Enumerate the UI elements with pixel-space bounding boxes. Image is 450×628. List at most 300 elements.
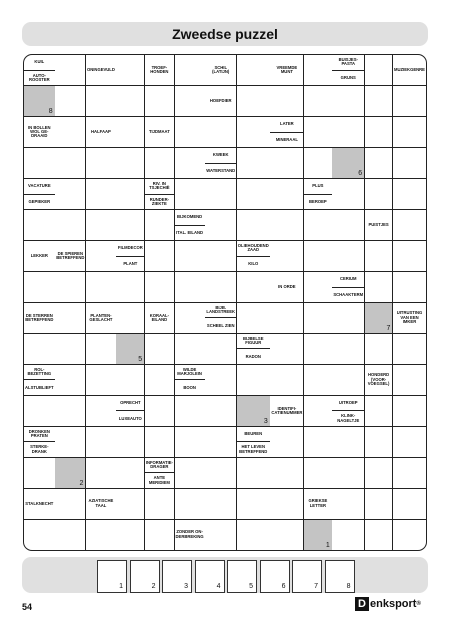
clue-cell (24, 179, 55, 209)
solution-box-number: 7 (314, 583, 318, 590)
answer-cell[interactable] (332, 489, 364, 519)
answer-cell[interactable] (393, 396, 426, 426)
clue-cell (237, 427, 270, 457)
clue-text: BUISJES-PASTA (338, 56, 358, 67)
answer-cell[interactable] (86, 241, 116, 271)
solution-box-number: 8 (346, 583, 351, 590)
clue-cell (86, 489, 116, 519)
answer-cell[interactable] (205, 365, 236, 395)
answer-cell[interactable] (205, 334, 236, 364)
answer-cell[interactable] (393, 210, 426, 240)
answer-cell[interactable] (237, 489, 270, 519)
clue-text: BEUREN (244, 430, 263, 436)
clue-text: LEKKER (30, 252, 48, 258)
clue-text: KWEEK (212, 152, 229, 158)
clue-text: BIJB. LANDSTREEK (206, 304, 236, 315)
clue-text: RUNDER-ZIEKTE (145, 194, 174, 210)
answer-cell[interactable] (332, 303, 364, 333)
answer-cell[interactable] (24, 210, 55, 240)
answer-cell[interactable] (270, 458, 303, 488)
solution-box[interactable] (97, 560, 127, 593)
shaded-answer-cell[interactable] (365, 303, 393, 333)
answer-cell[interactable] (205, 396, 236, 426)
solution-box[interactable] (195, 560, 225, 593)
answer-cell[interactable] (175, 241, 205, 271)
answer-cell[interactable] (175, 55, 205, 85)
clue-cell (332, 396, 364, 426)
answer-cell[interactable] (86, 520, 116, 550)
answer-cell[interactable] (175, 427, 205, 457)
answer-cell[interactable] (270, 241, 303, 271)
answer-cell[interactable] (270, 365, 303, 395)
clue-text: DE STERREN BETREFFEND (25, 312, 54, 322)
clue-cell (24, 303, 55, 333)
clue-text: PLUS (312, 183, 324, 189)
clue-cell (145, 117, 174, 147)
clue-text: FILMDECOR (117, 244, 143, 250)
solution-letter-number: 5 (138, 355, 143, 363)
answer-cell[interactable] (116, 179, 144, 209)
clue-cell (24, 241, 55, 271)
clue-cell (205, 148, 236, 178)
clue-text: BEROEP (304, 194, 332, 210)
clue-text: LATER (280, 121, 294, 127)
answer-cell[interactable] (304, 272, 332, 302)
answer-cell[interactable] (270, 520, 303, 550)
answer-cell[interactable] (175, 179, 205, 209)
clue-text: LUXEAUTO (116, 410, 144, 426)
clue-cell (145, 303, 174, 333)
answer-cell[interactable] (304, 86, 332, 116)
solution-box[interactable] (292, 560, 322, 593)
answer-cell[interactable] (393, 179, 426, 209)
solution-box[interactable] (260, 560, 290, 593)
clue-text: IN BOLLEN WOL GE-DRAAID (28, 124, 51, 139)
answer-cell[interactable] (365, 458, 393, 488)
clue-text: IDENTIFI-CATIENUMMER (271, 405, 303, 415)
answer-cell[interactable] (393, 334, 426, 364)
answer-cell[interactable] (24, 396, 55, 426)
clue-cell (205, 303, 236, 333)
answer-cell[interactable] (393, 272, 426, 302)
solution-box[interactable] (325, 560, 355, 593)
clue-text: HOEFDIER (209, 97, 232, 103)
clue-text: STERKE-DRANK (24, 441, 55, 457)
answer-cell[interactable] (270, 210, 303, 240)
clue-text: GRIEKSE LETTER (308, 498, 328, 508)
clue-text: PUISTJES (368, 221, 389, 227)
answer-cell[interactable] (332, 334, 364, 364)
clue-text: HET LEVEN BETREFFEND (237, 441, 270, 457)
answer-cell[interactable] (55, 396, 85, 426)
answer-cell[interactable] (175, 458, 205, 488)
answer-cell[interactable] (24, 520, 55, 550)
answer-cell[interactable] (393, 458, 426, 488)
shaded-answer-cell[interactable] (332, 148, 364, 178)
solution-letter-number: 8 (48, 108, 53, 115)
answer-cell[interactable] (205, 427, 236, 457)
clue-cell (24, 117, 55, 147)
answer-cell[interactable] (55, 55, 85, 85)
answer-cell[interactable] (116, 210, 144, 240)
clue-text: ZONDER ON-DERBREKING (175, 529, 204, 539)
clue-cell (205, 86, 236, 116)
answer-cell[interactable] (145, 489, 174, 519)
answer-cell[interactable] (365, 86, 393, 116)
clue-cell (332, 55, 364, 85)
clue-text: TIJDMAAT (148, 128, 170, 134)
clue-text: TROEF-HONDEN (150, 64, 169, 75)
clue-cell (86, 117, 116, 147)
solution-box-number: 2 (151, 583, 156, 590)
clue-text: OPRECHT (120, 399, 141, 405)
clue-text: KORAAL-EILAND (149, 312, 170, 322)
answer-cell[interactable] (393, 427, 426, 457)
shaded-answer-cell[interactable] (116, 334, 144, 364)
answer-cell[interactable] (24, 148, 55, 178)
clue-text: SCHEEL ZIEN (205, 317, 236, 333)
answer-cell[interactable] (145, 86, 174, 116)
answer-cell[interactable] (55, 427, 85, 457)
answer-cell[interactable] (175, 86, 205, 116)
answer-cell[interactable] (116, 272, 144, 302)
answer-cell[interactable] (24, 334, 55, 364)
brand-logo (355, 597, 421, 611)
clue-text: INFORMATIE-DRAGER (145, 459, 173, 469)
answer-cell[interactable] (332, 458, 364, 488)
clue-cell (270, 272, 303, 302)
answer-cell[interactable] (145, 396, 174, 426)
clue-text: DE SPIEREN BETREFFEND (56, 250, 85, 261)
clue-cell (24, 427, 55, 457)
answer-cell[interactable] (86, 179, 116, 209)
answer-cell[interactable] (55, 179, 85, 209)
clue-text: PLANT (116, 256, 144, 272)
answer-cell[interactable] (86, 272, 116, 302)
shaded-answer-cell[interactable] (55, 458, 85, 488)
answer-cell[interactable] (55, 520, 85, 550)
answer-cell[interactable] (393, 520, 426, 550)
clue-text: KILO (237, 256, 270, 272)
clue-cell (24, 55, 55, 85)
answer-cell[interactable] (365, 117, 393, 147)
answer-cell[interactable] (145, 210, 174, 240)
answer-cell[interactable] (116, 55, 144, 85)
answer-cell[interactable] (332, 86, 364, 116)
clue-cell (24, 489, 55, 519)
clue-text: KUIL (34, 59, 45, 65)
solution-letter-number: 6 (358, 169, 363, 177)
answer-cell[interactable] (205, 520, 236, 550)
answer-cell[interactable] (175, 334, 205, 364)
clue-text: RIV. IN TSJECHIË (149, 180, 170, 191)
answer-cell[interactable] (304, 458, 332, 488)
clue-cell (145, 55, 174, 85)
clue-cell (304, 179, 332, 209)
clue-text: DRONKEN PRATEN (28, 428, 50, 439)
puzzle-title-bar (22, 22, 428, 46)
brand-name: enksport (370, 598, 417, 610)
answer-cell[interactable] (365, 272, 393, 302)
solution-letter-number: 7 (386, 324, 391, 332)
answer-cell[interactable] (393, 148, 426, 178)
clue-text: RADON (237, 348, 270, 364)
clue-text: IN ORDE (278, 283, 296, 289)
clue-cell (365, 210, 393, 240)
clue-text: GRUNS (332, 70, 364, 86)
answer-cell[interactable] (116, 458, 144, 488)
solution-box-number: 6 (281, 583, 286, 590)
answer-cell[interactable] (86, 86, 116, 116)
answer-cell[interactable] (304, 396, 332, 426)
solution-box-number: 3 (184, 583, 188, 590)
answer-cell[interactable] (393, 241, 426, 271)
answer-cell[interactable] (86, 365, 116, 395)
answer-cell[interactable] (55, 303, 85, 333)
clue-cell (55, 241, 85, 271)
answer-cell[interactable] (237, 86, 270, 116)
answer-cell[interactable] (365, 489, 393, 519)
answer-cell[interactable] (205, 210, 236, 240)
answer-cell[interactable] (116, 365, 144, 395)
clue-text: BOON (175, 379, 205, 395)
clue-cell (237, 334, 270, 364)
answer-cell[interactable] (365, 334, 393, 364)
answer-cell[interactable] (24, 272, 55, 302)
clue-text: ANTE MERIDIEM (145, 472, 174, 488)
clue-text: WATERSTAND (205, 163, 236, 179)
puzzle-title: Zweedse puzzel (172, 26, 278, 42)
answer-cell[interactable] (393, 489, 426, 519)
answer-cell[interactable] (116, 520, 144, 550)
answer-cell[interactable] (237, 210, 270, 240)
solution-box-number: 4 (216, 583, 221, 590)
clue-cell (145, 458, 174, 488)
clue-text: VACATURE (27, 183, 51, 189)
answer-cell[interactable] (270, 86, 303, 116)
answer-cell[interactable] (365, 427, 393, 457)
page-number: 54 (22, 602, 33, 612)
clue-text: KLINK-NAGELTJE (332, 410, 364, 426)
shaded-answer-cell[interactable] (24, 86, 55, 116)
answer-cell[interactable] (237, 272, 270, 302)
answer-cell[interactable] (86, 458, 116, 488)
answer-cell[interactable] (24, 458, 55, 488)
answer-cell[interactable] (304, 117, 332, 147)
answer-cell[interactable] (86, 334, 116, 364)
answer-cell[interactable] (145, 427, 174, 457)
clue-text: GEPIEKER (24, 194, 55, 210)
clue-text: SCHIL (LATIJN) (212, 64, 230, 75)
solution-box-number: 5 (249, 583, 253, 590)
answer-cell[interactable] (304, 365, 332, 395)
solution-letter-number: 1 (325, 541, 330, 549)
answer-cell[interactable] (55, 86, 85, 116)
answer-cell[interactable] (205, 117, 236, 147)
answer-cell[interactable] (304, 55, 332, 85)
clue-cell (86, 303, 116, 333)
answer-cell[interactable] (175, 303, 205, 333)
clue-cell (270, 396, 303, 426)
answer-cell[interactable] (393, 117, 426, 147)
solution-box[interactable] (162, 560, 192, 593)
answer-cell[interactable] (304, 210, 332, 240)
clue-cell (116, 396, 144, 426)
answer-cell[interactable] (270, 334, 303, 364)
clue-text: MINERAAL (270, 132, 303, 148)
clue-cell (365, 365, 393, 395)
answer-cell[interactable] (175, 148, 205, 178)
answer-cell[interactable] (304, 427, 332, 457)
clue-text: ROL-BEZETTING (27, 366, 52, 377)
clue-text: UITROEP (338, 399, 358, 405)
answer-cell[interactable] (304, 241, 332, 271)
answer-cell[interactable] (237, 117, 270, 147)
answer-cell[interactable] (86, 427, 116, 457)
clue-text: AUTO-ROOSTER (24, 70, 55, 86)
answer-cell[interactable] (145, 520, 174, 550)
answer-cell[interactable] (332, 117, 364, 147)
answer-cell[interactable] (145, 334, 174, 364)
answer-cell[interactable] (205, 489, 236, 519)
clue-cell (393, 303, 426, 333)
answer-cell[interactable] (116, 489, 144, 519)
answer-cell[interactable] (86, 396, 116, 426)
clue-cell (270, 55, 303, 85)
clue-cell (86, 55, 116, 85)
clue-text: ONINGEVULD (86, 66, 115, 72)
answer-cell[interactable] (55, 489, 85, 519)
answer-cell[interactable] (145, 241, 174, 271)
answer-cell[interactable] (332, 179, 364, 209)
answer-cell[interactable] (205, 241, 236, 271)
answer-cell[interactable] (145, 365, 174, 395)
shaded-answer-cell[interactable] (304, 520, 332, 550)
answer-cell[interactable] (55, 117, 85, 147)
answer-cell[interactable] (237, 148, 270, 178)
clue-cell (175, 210, 205, 240)
clue-cell (332, 272, 364, 302)
answer-cell[interactable] (365, 55, 393, 85)
answer-cell[interactable] (116, 117, 144, 147)
answer-cell[interactable] (55, 148, 85, 178)
clue-cell (304, 489, 332, 519)
answer-cell[interactable] (205, 179, 236, 209)
answer-cell[interactable] (304, 148, 332, 178)
brand-trademark: ® (416, 601, 421, 607)
answer-cell[interactable] (237, 365, 270, 395)
answer-cell[interactable] (332, 210, 364, 240)
answer-cell[interactable] (86, 148, 116, 178)
answer-cell[interactable] (393, 86, 426, 116)
answer-cell[interactable] (86, 210, 116, 240)
answer-cell[interactable] (55, 365, 85, 395)
answer-cell[interactable] (205, 272, 236, 302)
answer-cell[interactable] (270, 303, 303, 333)
answer-cell[interactable] (365, 148, 393, 178)
clue-text: CERIUM (339, 275, 357, 281)
clue-cell (175, 520, 205, 550)
brand-mark: D (355, 597, 369, 611)
answer-cell[interactable] (365, 241, 393, 271)
clue-text: AZIATISCHE TAAL (88, 498, 114, 508)
puzzle-grid (23, 54, 427, 551)
clue-cell (24, 365, 55, 395)
answer-cell[interactable] (116, 148, 144, 178)
answer-cell[interactable] (304, 334, 332, 364)
answer-cell[interactable] (145, 148, 174, 178)
answer-cell[interactable] (237, 303, 270, 333)
solution-bar (22, 557, 428, 593)
clue-text: UITRUSTING VAN EEN IMKER (396, 310, 423, 325)
solution-box[interactable] (130, 560, 160, 593)
clue-text: PLANTEN-GESLACHT (89, 312, 113, 322)
clue-text: WILDE MARJOLEIN (177, 366, 202, 377)
answer-cell[interactable] (175, 396, 205, 426)
clue-cell (270, 117, 303, 147)
clue-cell (116, 241, 144, 271)
answer-cell[interactable] (116, 86, 144, 116)
answer-cell[interactable] (365, 179, 393, 209)
answer-cell[interactable] (237, 520, 270, 550)
answer-cell[interactable] (270, 427, 303, 457)
solution-box-number: 1 (119, 583, 123, 590)
answer-cell[interactable] (365, 520, 393, 550)
answer-cell[interactable] (332, 520, 364, 550)
answer-cell[interactable] (365, 396, 393, 426)
clue-text: VREEMDE MUNT (276, 64, 298, 75)
solution-letter-number: 2 (79, 479, 84, 487)
answer-cell[interactable] (55, 334, 85, 364)
clue-text: OLIEHOUDEND ZAAD (237, 242, 269, 253)
answer-cell[interactable] (237, 179, 270, 209)
answer-cell[interactable] (237, 55, 270, 85)
solution-letter-number: 3 (263, 417, 268, 425)
clue-text: BIJBELSE FIGUUR (243, 335, 264, 346)
answer-cell[interactable] (145, 272, 174, 302)
answer-cell[interactable] (237, 458, 270, 488)
answer-cell[interactable] (116, 303, 144, 333)
answer-cell[interactable] (270, 179, 303, 209)
answer-cell[interactable] (270, 489, 303, 519)
clue-cell (237, 241, 270, 271)
answer-cell[interactable] (304, 303, 332, 333)
answer-cell[interactable] (205, 458, 236, 488)
clue-cell (205, 55, 236, 85)
answer-cell[interactable] (393, 365, 426, 395)
answer-cell[interactable] (55, 210, 85, 240)
answer-cell[interactable] (332, 427, 364, 457)
answer-cell[interactable] (116, 427, 144, 457)
answer-cell[interactable] (270, 148, 303, 178)
solution-box[interactable] (227, 560, 257, 593)
clue-text: MUZIEKGENRE (394, 66, 425, 72)
clue-text: ALSTUBLIEFT (24, 379, 55, 395)
clue-text: HONDERD (VOOR-VOEGSEL) (367, 372, 390, 387)
clue-cell (145, 179, 174, 209)
answer-cell[interactable] (332, 365, 364, 395)
answer-cell[interactable] (175, 489, 205, 519)
answer-cell[interactable] (175, 272, 205, 302)
clue-text: STALKNECHT (25, 500, 54, 506)
answer-cell[interactable] (332, 241, 364, 271)
answer-cell[interactable] (175, 117, 205, 147)
clue-cell (175, 365, 205, 395)
clue-text: BIJKOMEND (177, 214, 203, 219)
clue-text: SCHAAKTERM (332, 287, 364, 303)
shaded-answer-cell[interactable] (237, 396, 270, 426)
answer-cell[interactable] (55, 272, 85, 302)
